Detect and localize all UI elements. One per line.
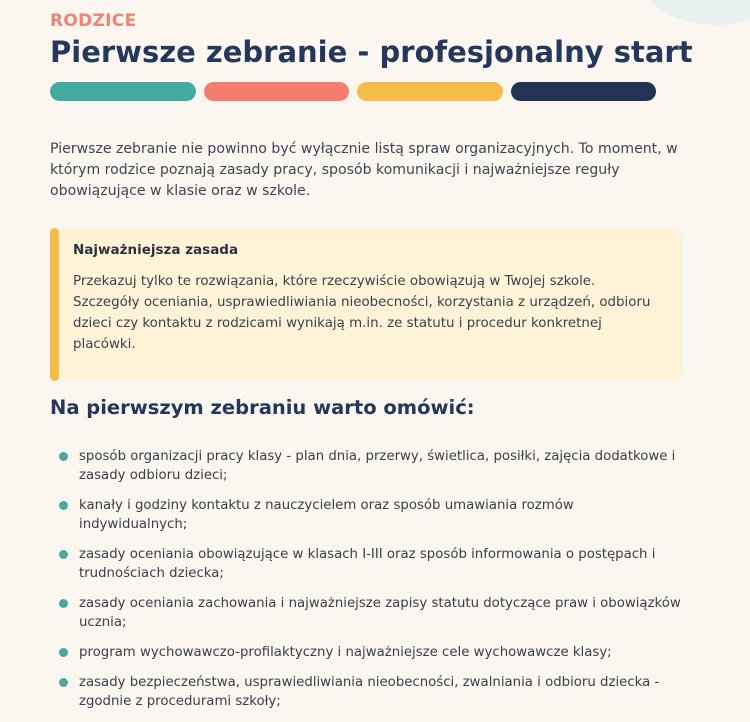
list-item [50,673,682,711]
topic-list [50,447,682,711]
callout-box [50,228,682,381]
list-item-text: zasady oceniania obowiązujące w klasach I-III oraz sposób informowania o postępach i trudnościach dziecka; [79,547,656,581]
intro-paragraph: Pierwsze zebranie nie powinno być wyłącznie listą spraw organizacyjnych. To moment, w którym rodzice poznają zasady pracy, sposób komunikacji i najważniejsze reguły obowiązujące w klasie oraz w szkole. [50,141,678,199]
list-item [50,447,682,485]
bullet-dot-icon [59,452,68,461]
callout-text: Przekazuj tylko te rozwiązania, które rzeczywiście obowiązują w Twojej szkole. Szczegóły oceniania, usprawiedliwiania nieobecności, korzystania z urządzeń, odbioru dzieci czy kontaktu z rodzicami wynikają m.in. ze statutu i procedur konkretnej placówki. [73,274,651,352]
bullet-dot-icon [59,599,68,608]
color-bar-navy [511,82,657,101]
list-item [50,545,682,583]
list-item [50,594,682,632]
bullet-dot-icon [59,678,68,687]
section-eyebrow: RODZICE [50,11,137,31]
bullet-dot-icon [59,550,68,559]
list-item-text: program wychowawczo-profilaktyczny i najważniejsze cele wychowawcze klasy; [79,645,612,660]
bullet-dot-icon [59,648,68,657]
color-bar-yellow [357,82,503,101]
list-item [50,643,682,662]
page-title: Pierwsze zebranie - profesjonalny start [50,35,693,69]
list-item-text: zasady oceniania zachowania i najważniejsze zapisy statutu dotyczące praw i obowiązków ucznia; [79,596,681,630]
list-item-text: kanały i godziny kontaktu z nauczycielem oraz sposób umawiania rozmów indywidualnych; [79,498,574,532]
color-bar-teal [50,82,196,101]
list-item-text: sposób organizacji pracy klasy - plan dnia, przerwy, świetlica, posiłki, zajęcia dodatkowe i zasady odbioru dzieci; [79,449,676,483]
color-bars [50,82,656,101]
list-item-text: zasady bezpieczeństwa, usprawiedliwiania nieobecności, zwalniania i odbioru dziecka - zgodnie z procedurami szkoły; [79,675,660,709]
bullet-dot-icon [59,501,68,510]
callout-title: Najważniejsza zasada [73,242,239,258]
document-content [50,10,693,722]
list-item [50,496,682,534]
section-heading: Na pierwszym zebraniu warto omówić: [50,396,475,419]
color-bar-coral [204,82,350,101]
